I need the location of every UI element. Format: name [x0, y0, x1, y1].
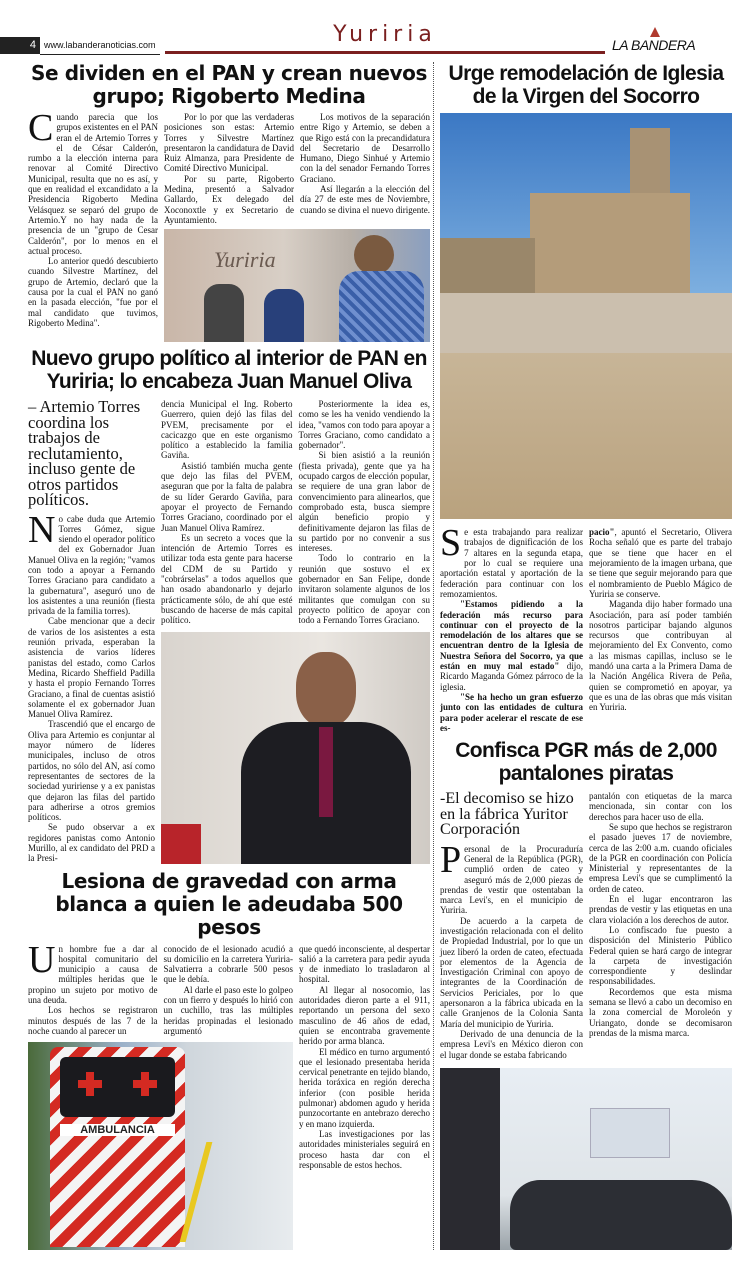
headline-nuevo-grupo: Nuevo grupo político al interior de PAN en Yuriria; lo encabeza Juan Manuel Oliva	[31, 347, 427, 393]
a3-column-3: Posteriormente la idea es, como se les ha venido vendiendo la idea, "vamos con todo para apoyar a Torres Graciano, como candidato a gobernador". Si bien asistió a la reunión (fiesta privada), gente que ya ha ocupado cargos de elección popular, se requiere de una gran labor de convencimiento para alinearlos, que comprobado esta, busca siempre algún beneficio propio y definitivamente dejaron las filas de su partido por no convenir a sus intereses. Todo lo contrario en la reunión que sostuvo el ex gobernador en San Felipe, donde invitaron solamente algunos de los militantes que comulgan con su proyecto político de apoyar con todo a Fernando Torres Graciano.	[298, 399, 430, 626]
speaker-figure	[354, 235, 394, 275]
a4-left-stack	[440, 791, 583, 1060]
article-lesiona	[28, 870, 430, 1250]
page-number-box: 4	[0, 37, 40, 54]
red-backdrop	[161, 824, 201, 864]
a4-body	[440, 791, 732, 1060]
a4-column-1: Personal de la Procuraduría General de la República (PGR), cumplió orden de cateo y aseguró más de 2,000 piezas de prendas de vestir que ostentaban la marca Levi's, en el municipio de Yuriria. De acuerdo a la carpeta de investigación relacionada con el delito de Propiedad Industrial, por lo que un juez liberó la orden de cateo, efectuada por elementos de la Agencia de Investigación Criminal con apoyo de integrantes de la Coordinación de Servicios Periciales, por lo que apersonaron a la fábrica ubicada en la calle Granjenos de la Colonia Santa María del municipio de Yuriria. Derivado de una denuncia de la empresa Levi's en México dieron con el lugar donde se estaba fabricando	[440, 838, 583, 1060]
a5-text-row	[28, 938, 293, 1037]
speaker-shirt	[339, 271, 424, 342]
article-pan-division	[28, 62, 430, 342]
headline-church-remodel: Urge remodelación de Iglesia de la Virgen del Socorro	[448, 62, 724, 108]
a4-column-2: pantalón con etiquetas de la marca mencionada, sin contar con los derechos para hacer uso de ella. Se supo que hechos se registraron el pasado jueves 17 de noviembre, cerca de las 2:00 a.m. cuando oficiales de la PGR en coordinación con Policía Ministerial y representantes de la empresa Levi's que se cumplimentó la orden de cateo. En el lugar encontraron las prendas de vestir y las etiquetas en una clara violación a los derechos de autor. Lo confiscado fue puesto a disposición del Ministerio Público Federal quien se hará cargo de integrar la carpeta de investigación correspondiente y deslindar responsabilidades. Recordemos que esta misma semana se llevó a cabo un decomiso en la zona comercial de Moroleón y Uriangato, donde se decomisaron prendas de la misma marca.	[589, 791, 732, 1038]
headline-lesiona-gravedad: Lesiona de gravedad con arma blanca a quien le adeudaba 500 pesos	[55, 868, 403, 939]
building-dark-wall	[440, 1068, 500, 1250]
a1-right-stack	[164, 112, 430, 342]
newspaper-logo: LA BANDERA	[612, 37, 696, 53]
photo-church-socorro	[440, 113, 732, 519]
article-nuevo-grupo	[28, 347, 430, 864]
red-cross-icon	[78, 1072, 102, 1096]
drop-cap: P	[440, 838, 462, 881]
a5-left-stack	[28, 938, 293, 1250]
a3-body	[28, 399, 430, 864]
a1-column-3: Los motivos de la separación entre Rigo y Artemio, se deben a que Rigo está con la precandidatura del Secretario de Desarrollo Humano, Diego Sinhué y Artemio con la del senador Fernando Torres Graciano. Así llegarán a la elección del día 27 de este mes de Noviembre, cuando se divina el nuevo dirigente.	[300, 112, 430, 215]
seated-person	[204, 284, 244, 342]
drop-cap: C	[28, 107, 54, 149]
left-content-area	[28, 62, 434, 1250]
a2-column-2: pacio", apuntó el Secretario, Olivera Rocha señaló que es parte del trabajo que se tiene que hacer en el mejoramiento de la imagen urbana, que se tiene que seguir mejorando para que el nombramiento de Pueblo Mágico de Yuriria se conserve. Maganda dijo haber formado una Asociación, para así poder también nosotros participar bajando algunos recursos que contribuyan al mejoramiento del Ex Convento, como a las mismas capillas, incluso se le mandó una carta a la Primera Dama de la Nación Angélica Rivera de Peña, quien se comprometió en apoyar, ya que es una de las obras que más visitan en Yuriria.	[589, 527, 732, 713]
a3-left-stack	[28, 399, 155, 864]
church-facade	[530, 193, 690, 293]
flag-icon	[650, 27, 660, 37]
a5-column-2: conocido de el lesionado acudió a su domicilio en la carretera Yuriria-Salvatierra a cobrarle 500 pesos que le debía. Al darle el paso este lo golpeo con un fierro y después lo hirió con un cuchillo, tras las múltiples heridas propinadas el lesionado argumentó	[163, 943, 293, 1036]
speaker-tie	[319, 727, 333, 817]
drop-cap: N	[28, 508, 56, 551]
a5-column-3: que quedó inconsciente, al despertar salió a la carretera para pedir ayuda y de inmediato lo trasladaron al hospital. Al llegar al nosocomio, las autoridades dieron parte a el 911, reportando un persona del sexo masculino de 46 años de edad, quien se encontraba gravemente herido por arma blanca. El médico en turno argumentó que el lesionado presentaba herida cervical penetrante en tejido blando, herida toráxica en región derecha inferior (con posible herida pulmonar) abdomen agudo y herida punzocortante en antebrazo derecho y en mano izquierda. Las investigaciones por las autoridades ministeriales seguirá en proceso hasta dar con el responsable de estos hechos.	[299, 943, 430, 1170]
website-url[interactable]: www.labanderanoticias.com	[44, 40, 156, 50]
section-title: Yuriria	[333, 22, 437, 47]
a1-text-row	[164, 112, 430, 225]
church-wall	[440, 238, 535, 298]
photo-ambulance	[28, 1042, 293, 1250]
a5-column-1: Un hombre fue a dar al hospital comunitario del municipio a causa de múltiples heridas que le propino un sujeto por motivo de una deuda. Los hechos se registraron minutos después de las 7 de la noche cuando al parecer un	[28, 938, 158, 1036]
plaza	[440, 293, 732, 353]
a1-body	[28, 107, 430, 342]
red-cross-icon	[133, 1072, 157, 1096]
a3-text-row	[161, 399, 430, 626]
right-content-area	[440, 62, 732, 1250]
ambulance-label: AMBULANCIA	[60, 1124, 175, 1136]
a1-column-2: Por lo por que las verdaderas posiciones son estas: Artemio Torres y Silvestre Martínez presentaron la candidatura de David Ruiz Almanza, para Presidente de Comité Directivo Municipal. Por su parte, Rigoberto Medina, presentó a Salvador Gallardo, Ex delegado del Xoconoxtle y ex Secretario de Ayuntamiento.	[164, 112, 294, 225]
banner-yuriria-text: Yuriria	[214, 247, 276, 273]
photo-factory-building	[440, 1068, 732, 1250]
a5-body	[28, 938, 430, 1250]
speaker-head	[296, 652, 356, 727]
a1-column-1: Cuando parecia que los grupos existentes en el PAN eran el de Artemio Torres y el de César Calderón, rumbo a la elección interna para renovar al Comité Directivo Municipal, resulta que no es así, y que en realidad el excandidato a la Presidencia Rigoberto Medina Velásquez se separó del grupo de Artemio.Y no hay nada de la presencia de un "grupo de Cesar Calderón", por lo menos en el actual proceso. Lo anterior quedó descubierto cuando Silvestre Martínez, del grupo de Artemio, declaró que la causa por la cual el PAN no ganó en la pasada elección, "fue por el mal candidato que tuvimos, Rigoberto Medina".	[28, 107, 158, 328]
building-sign	[590, 1108, 670, 1158]
a3-column-1: No cabe duda que Artemio Torres Gómez, sigue siendo el operador político del ex Gobernador Juan Manuel Oliva en la región; "vamos con todo a apoyar a Fernando Torres Graciano para candidato a la gubernatura", aseguró uno de los asistentes a una reunión (fiesta privada de la familia torres). Cabe mencionar que a decir de varios de los asistentes a esta reunión privada, esperaban la asistencia de varios líderes panistas del estado, como Carlos Medina, Ricardo Sheffield Padilla y hasta el propio Fernando Torres Graciano, a final de cuentas asistió solamente el ex gobernador Juan Manuel Oliva Ramírez. Trascendió que el encargo de Oliva para Artemio es conjuntar al mayor número de líderes municipales, incluso de otros partidos, no sólo del AN, así como representantes de sectores de la sociedad yuririense y a ex panistas que dejaron las filas del partido para adherirse a otros gremios políticos. Se pudo observar a ex regidores panistas como Antonio Murillo, al ex candidato del PRD a la Presi-	[28, 508, 155, 864]
a2-body	[440, 522, 732, 733]
a3-right-stack	[161, 399, 430, 864]
a3-subtitle: – Artemio Torres coordina los trabajos de reclutamiento, incluso gente de otros partidos políticos.	[28, 397, 141, 509]
photo-rigoberto-speaking	[164, 229, 430, 342]
headline-confisca-pgr: Confisca PGR más de 2,000 pantalones piratas	[455, 739, 717, 786]
a3-column-2: dencia Municipal el Ing. Roberto Guerrero, quien dejó las filas del PVEM, precisamente por el cacicazgo que en este organismo político a establecido la familia Gaviña. Asistió también mucha gente que dejo las filas del PVEM, aseguran que por la falta de palabra de su líder Gerardo Gaviña, para apoyar el proyecto de Fernando Torres Graciano, coordinado por el Juan Manuel Oliva Ramírez. Es un secreto a voces que la intención de Artemio Torres es utilizar toda esta gente para hacerse del CDM de su Partido y "cobrárselas" a todos aquellos que han osado abandonarlo y dejarlo prácticamente sólo, de ahí que esté buscando de hacerse de más capital político.	[161, 399, 293, 626]
photo-speaker-podium	[161, 632, 430, 864]
a2-column-1: Se esta trabajando para realizar trabajos de dignificación de los 7 altares en la segunda etapa, por lo cual se requiere una aportación estatal y aportación de la federación para continuar con los remozamientos. "Estamos pidiendo a la federación más recurso para continuar con el proyecto de la remodelación de los altares que se encuentran dentro de la Iglesia de Nuestra Señora del Socorro, ya que están en muy mal estado" dijo, Ricardo Maganda Gómez párroco de la iglesia. "Se ha hecho un gran esfuerzo junto con las entidades de cultura para poder acelerar el rescate de ese es-	[440, 522, 583, 733]
parked-car	[510, 1180, 732, 1250]
drop-cap: S	[440, 522, 462, 565]
drop-cap: U	[28, 938, 56, 981]
url-underline	[40, 54, 160, 55]
a4-subtitle: -El decomiso se hizo en la fábrica Yuritor Corporación	[440, 790, 574, 839]
headline-pan-division: Se dividen en el PAN y crean nuevos grupo; Rigoberto Medina	[31, 61, 427, 108]
seated-person	[264, 289, 304, 342]
section-rule	[165, 51, 605, 54]
